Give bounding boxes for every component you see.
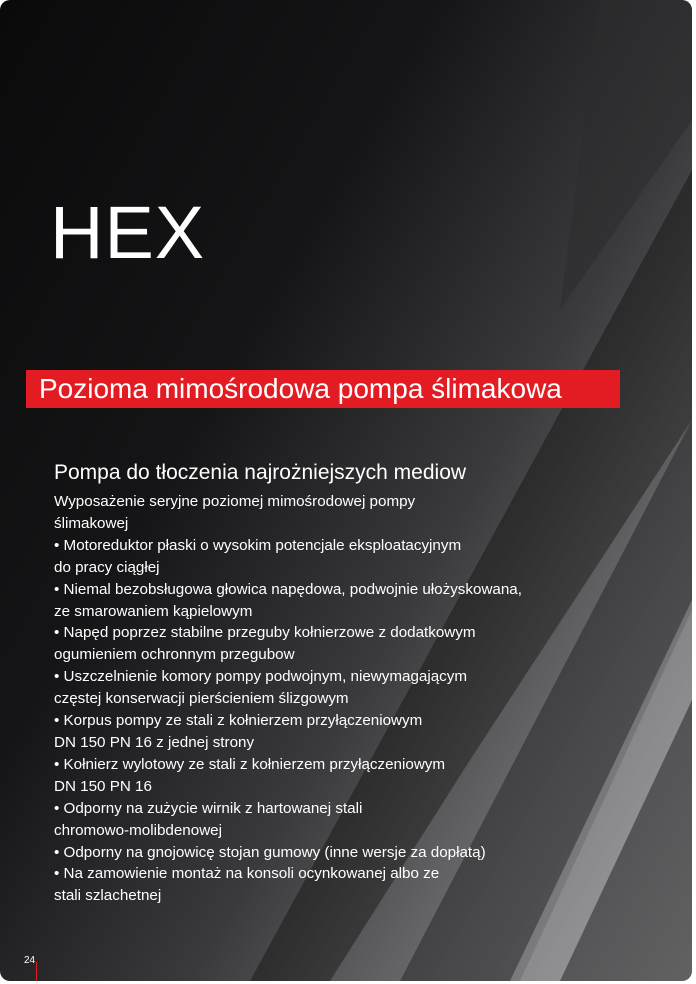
description-line: stali szlachetnej xyxy=(54,887,162,905)
banner-text: Pozioma mimośrodowa pompa ślimakowa xyxy=(39,373,562,404)
description-line: Wyposażenie seryjne poziomej mimośrodowej pompy xyxy=(54,493,416,510)
description-line: do pracy ciągłej xyxy=(54,558,160,576)
description-line: • Odporny na zużycie wirnik z hartowanej stali xyxy=(54,799,363,817)
description-line: DN 150 PN 16 xyxy=(54,777,152,795)
description-line: częstej konserwacji pierścieniem ślizgowym xyxy=(54,690,349,708)
description-heading: Pompa do tłoczenia najrożniejszych mediow xyxy=(54,461,467,484)
description-line: • Uszczelnienie komory pompy podwojnym, niewymagającym xyxy=(54,668,468,686)
description-line: ze smarowaniem kąpielowym xyxy=(54,602,253,620)
description-line: • Napęd poprzez stabilne przeguby kołnierzowe z dodatkowym xyxy=(54,624,476,642)
product-type-banner xyxy=(26,370,620,408)
description-line: • Motoreduktor płaski o wysokim potencjale eksploatacyjnym xyxy=(54,536,462,554)
description-block xyxy=(54,458,614,907)
description-line: • Korpus pompy ze stali z kołnierzem przyłączeniowym xyxy=(54,712,423,730)
product-title: HEX xyxy=(50,191,206,274)
description-line: ogumieniem ochronnym przegubow xyxy=(54,646,295,664)
description-line: • Kołnierz wylotowy ze stali z kołnierzem przyłączeniowym xyxy=(54,755,446,773)
description-line: • Niemal bezobsługowa głowica napędowa, podwojnie ułożyskowana, xyxy=(54,580,522,598)
description-line: chromowo-molibdenowej xyxy=(54,821,222,839)
description-line: • Na zamowienie montaż na konsoli ocynkowanej albo ze xyxy=(54,865,440,883)
page-number-marker xyxy=(36,962,37,981)
description-line: • Odporny na gnojowicę stojan gumowy (inne wersje za dopłatą) xyxy=(54,843,486,861)
page-number: 24 xyxy=(24,955,36,966)
description-line: DN 150 PN 16 z jednej strony xyxy=(54,733,255,751)
description-line: ślimakowej xyxy=(54,514,129,532)
